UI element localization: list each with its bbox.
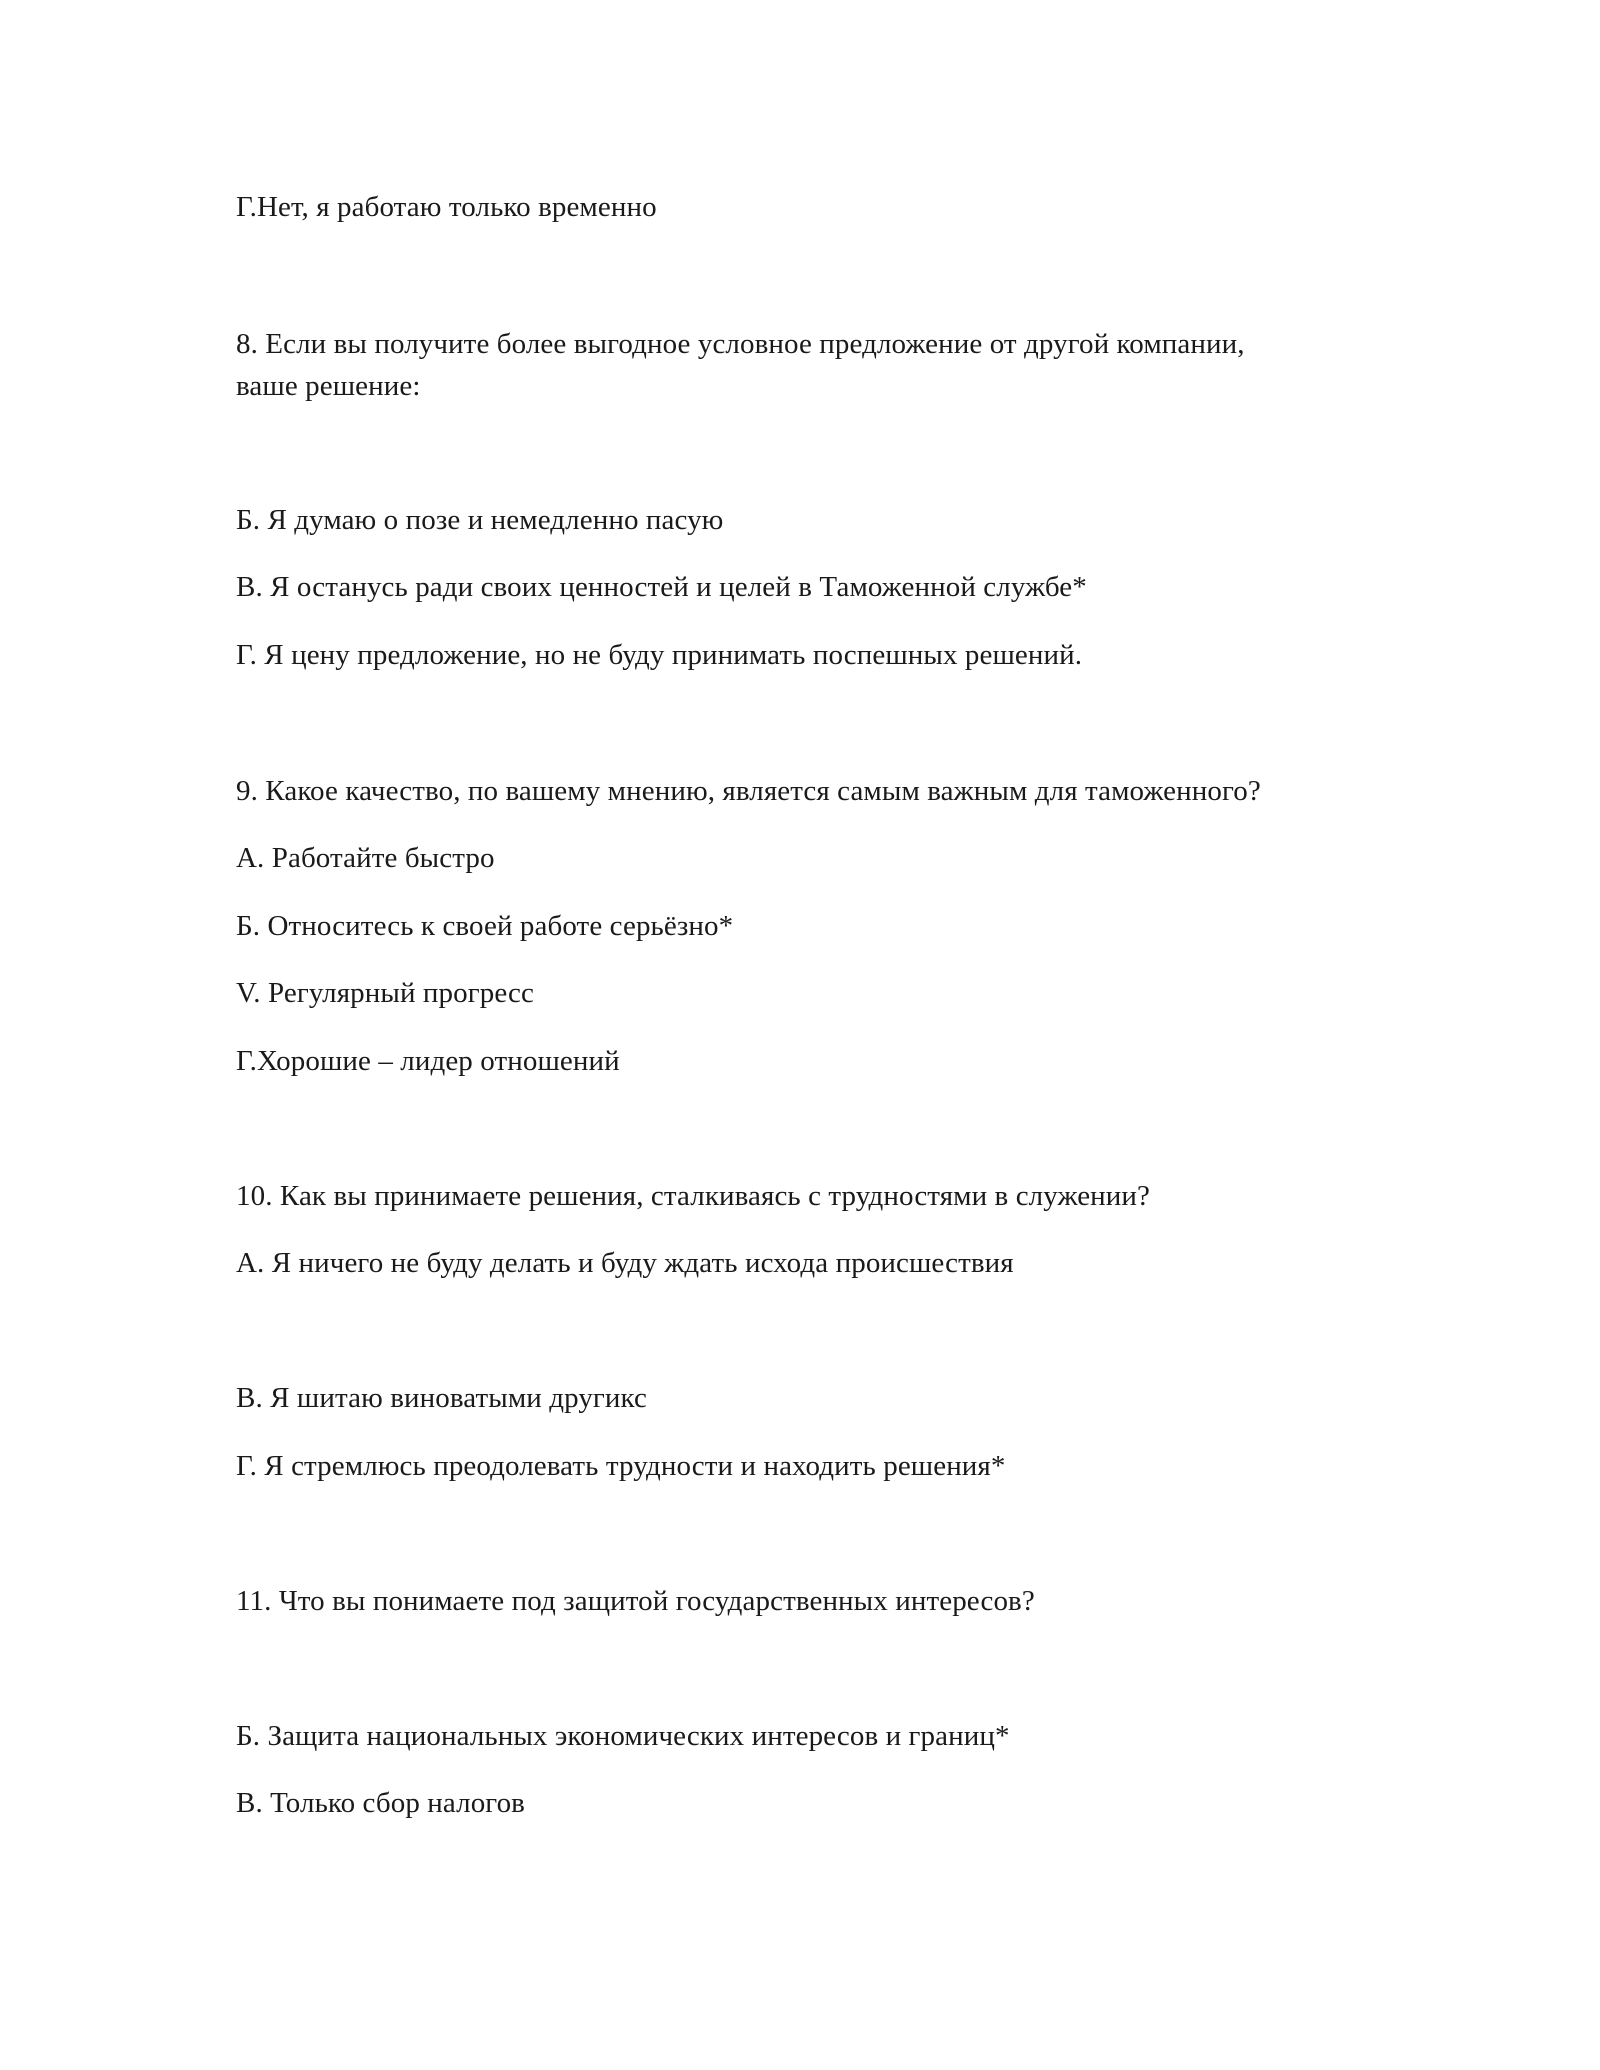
answer-option: Г.Хорошие – лидер отношений [236,1045,620,1077]
question-11: 11. Что вы понимаете под защитой государственных интересов? [236,1585,1035,1617]
answer-option: V. Регулярный прогресс [236,977,534,1009]
answer-option: В. Только сбор налогов [236,1787,525,1819]
answer-option: Б. Я думаю о позе и немедленно пасую [236,504,724,536]
question-8-continuation: ваше решение: [236,370,421,402]
question-8: 8. Если вы получите более выгодное условное предложение от другой компании, [236,328,1245,360]
question-10: 10. Как вы принимаете решения, сталкиваясь с трудностями в служении? [236,1180,1151,1212]
answer-option: А. Работайте быстро [236,842,495,874]
answer-option: В. Я шитаю виноватыми другикс [236,1382,647,1414]
answer-option-correct: Б. Защита национальных экономических интересов и границ* [236,1720,1010,1752]
answer-option: Г. Я цену предложение, но не буду принимать поспешных решений. [236,639,1083,671]
answer-option-correct: В. Я останусь ради своих ценностей и целей в Таможенной службе* [236,571,1087,603]
answer-option: А. Я ничего не буду делать и буду ждать исхода происшествия [236,1247,1014,1279]
answer-option: Г.Нет, я работаю только временно [236,191,657,223]
question-9: 9. Какое качество, по вашему мнению, является самым важным для таможенного? [236,775,1261,807]
answer-option-correct: Б. Относитесь к своей работе серьёзно* [236,910,734,942]
answer-option-correct: Г. Я стремлюсь преодолевать трудности и находить решения* [236,1450,1006,1482]
